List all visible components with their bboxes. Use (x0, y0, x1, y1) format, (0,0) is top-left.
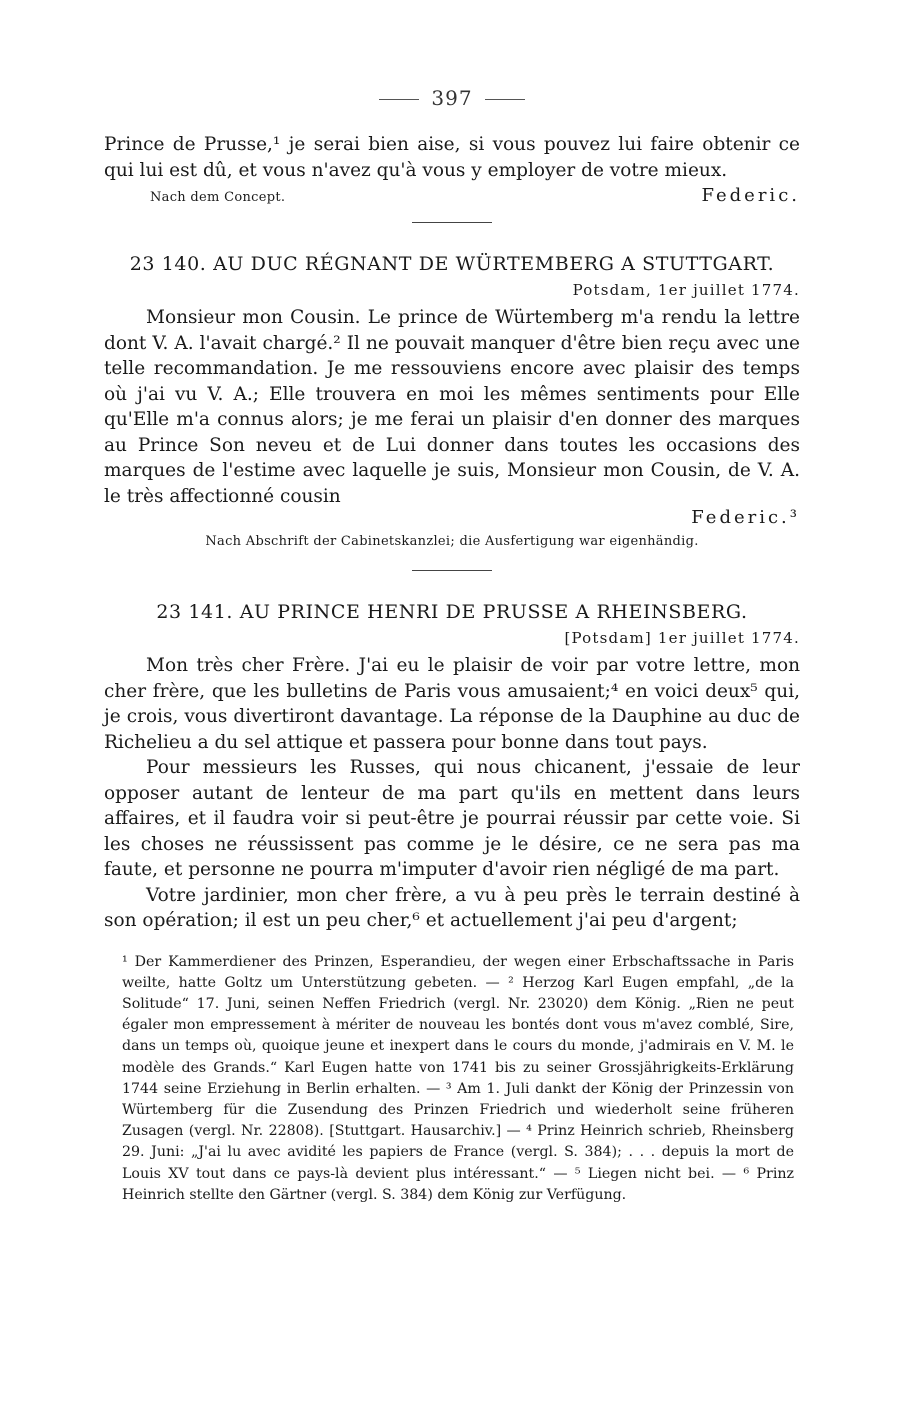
letter2-paragraph-2: Pour messieurs les Russes, qui nous chicanent, j'essaie de leur opposer autant de lenteur de ma part qu'ils en mettent dans leurs affaires, et il faudra voir si peut-être je pourrai réussir par cette voie. Si les choses ne réussissent pas comme je le désire, ce ne sera pas ma faute, et personne ne pourra m'imputer d'avoir rien négligé de ma part. (104, 757, 800, 880)
prev-letter-signature: Federic. (701, 185, 800, 206)
document-page (104, 86, 800, 1206)
letter1-source: Nach Abschrift der Cabinetskanzlei; die Ausfertigung war eigenhändig. (205, 534, 699, 549)
letter2-heading: 23 141. AU PRINCE HENRI DE PRUSSE A RHEINSBERG. (156, 601, 748, 623)
prev-letter-source: Nach dem Concept. (150, 190, 286, 205)
letter1-body: Monsieur mon Cousin. Le prince de Würtemberg m'a rendu la lettre dont V. A. l'avait chargé.² Il ne pouvait manquer d'être bien reçu avec une telle recommandation. Je me ressouviens encore avec plaisir des temps où j'ai vu V. A.; Elle trouvera en moi les mêmes sentiments pour Elle qu'Elle m'a connus alors; je me ferai un plaisir d'en donner des marques au Prince Son neveu et de Lui donner dans toutes les occasions des marques de l'estime avec laquelle je suis, Monsieur mon Cousin, de V. A. le très affectionné cousin (104, 307, 800, 507)
footnotes: ¹ Der Kammerdiener des Prinzen, Esperandieu, der wegen einer Erbschaftssache in Paris weilte, hatte Goltz um Unterstützung gebeten. — ² Herzog Karl Eugen empfahl, „de la Solitude“ 17. Juni, seinen Neffen Friedrich (vergl. Nr. 23020) dem König. „Rien ne peut égaler mon empressement à mériter de nouveau les bontés dont vous m'avez comblé, Sire, dans un temps où, quoique jeune et inexpert dans le cours du monde, j'admirais en V. M. le modèle des Grands.“ Karl Eugen hatte von 1741 bis zu seiner Grossjährigkeits-Erklärung 1744 seine Erziehung in Berlin erhalten. — ³ Am 1. Juli dankt der König der Prinzessin von Würtemberg für die Zusendung des Prinzen Friedrich und wiederholt seine früheren Zusagen (vergl. Nr. 22808). [Stuttgart. Hausarchiv.] — ⁴ Prinz Heinrich schrieb, Rheinsberg 29. Juni: „J'ai lu avec avidité les papiers de France (vergl. S. 384); . . . depuis la mort de Louis XV tout dans ce pays-là devient plus intéressant.“ — ⁵ Liegen nicht bei. — ⁶ Prinz Heinrich stellte den Gärtner (vergl. S. 384) dem König zur Verfügung. (122, 953, 794, 1203)
letter2-paragraph-1: Mon très cher Frère. J'ai eu le plaisir de voir par votre lettre, mon cher frère, que les bulletins de Paris vous amusaient;⁴ en voici deux⁵ qui, je crois, vous divertiront davantage. La réponse de la Dauphine au duc de Richelieu a du sel attique et passera pour bonne dans tout pays. (104, 655, 800, 753)
letter1-heading: 23 140. AU DUC RÉGNANT DE WÜRTEMBERG A STUTTGART. (129, 253, 775, 275)
prev-letter-text: Prince de Prusse,¹ je serai bien aise, si vous pouvez lui faire obtenir ce qui lui est dû, et vous n'avez qu'à vous y employer de votre mieux. (104, 134, 800, 181)
page-number: 397 (104, 86, 800, 110)
letter2-paragraph-3: Votre jardinier, mon cher frère, a vu à peu près le terrain destiné à son opération; il est un peu cher,⁶ et actuellement j'ai peu d'argent; (104, 884, 800, 931)
divider (412, 570, 492, 571)
letter1-dateline: Potsdam, 1er juillet 1774. (572, 281, 800, 299)
divider (412, 222, 492, 223)
letter2-dateline: [Potsdam] 1er juillet 1774. (564, 629, 800, 647)
letter1-signature: Federic.³ (691, 507, 800, 528)
